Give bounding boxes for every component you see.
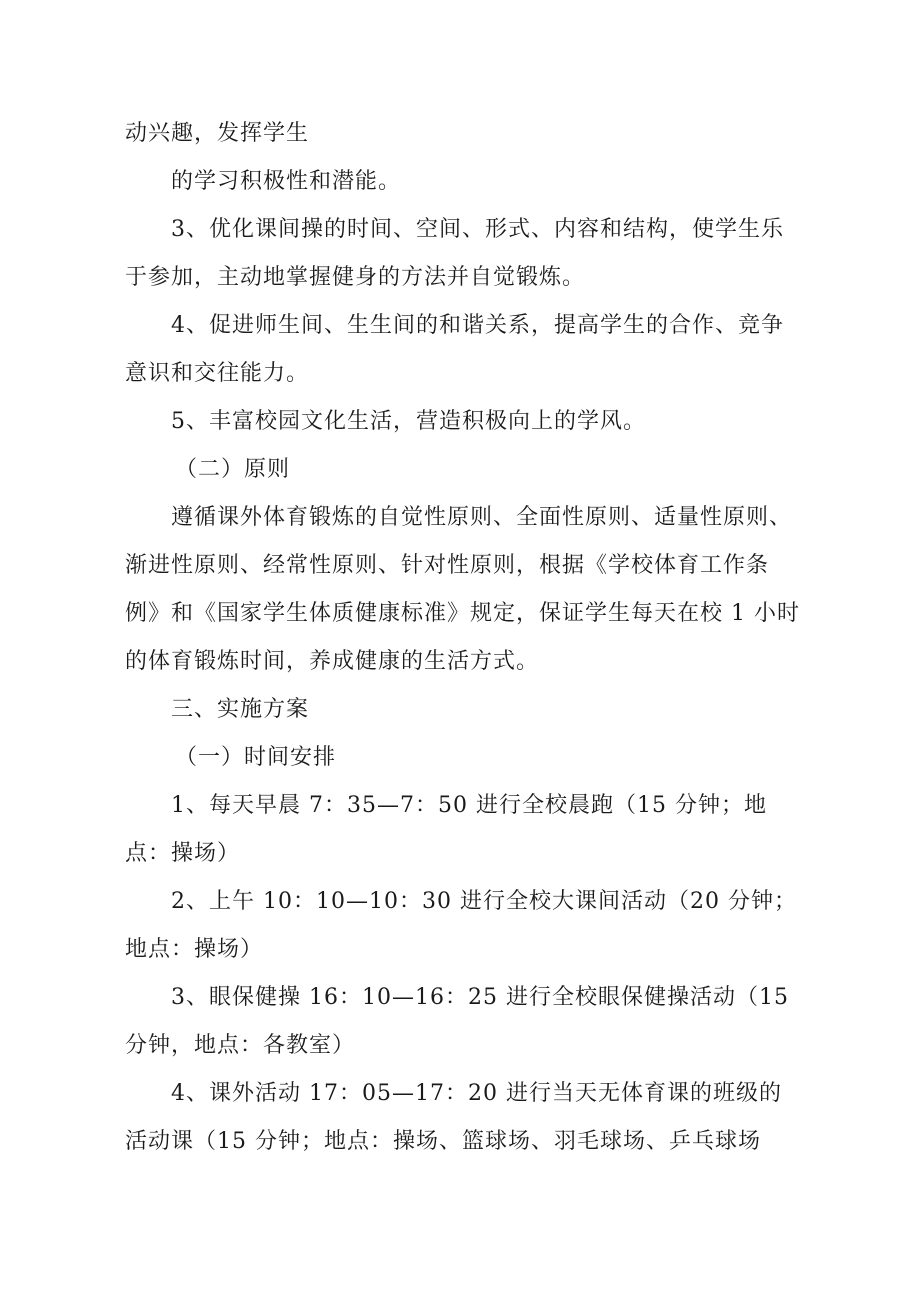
paragraph-item-3: 3、优化课间操的时间、空间、形式、内容和结构，使学生乐于参加，主动地掌握健身的方法并自觉锻炼。 (125, 217, 784, 290)
paragraph-item-5: 5、丰富校园文化生活，营造积极向上的学风。 (171, 409, 646, 434)
schedule-item-2: 2、上午 10：10—10：30 进行全校大课间活动（20 分钟；地点：操场） (125, 889, 797, 962)
paragraph-continuation-1: 动兴趣，发挥学生 (125, 121, 310, 146)
paragraph-principles: 遵循课外体育锻炼的自觉性原则、全面性原则、适量性原则、渐进性原则、经常性原则、针对性原则，根据《学校体育工作条例》和《国家学生体质健康标准》规定，保证学生每天在校 1 小时的体育锻炼时间，养成健康的生活方式。 (125, 505, 800, 674)
section-heading-principles: （二）原则 (175, 457, 291, 482)
schedule-item-3: 3、眼保健操 16：10—16：25 进行全校眼保健操活动（15 分钟，地点：各教室） (125, 985, 789, 1058)
paragraph-continuation-2: 的学习积极性和潜能。 (171, 169, 402, 194)
section-heading-implementation: 三、实施方案 (171, 697, 310, 722)
schedule-item-1: 1、每天早晨 7：35—7：50 进行全校晨跑（15 分钟；地点：操场） (125, 793, 767, 866)
schedule-item-4: 4、课外活动 17：05—17：20 进行当天无体育课的班级的活动课（15 分钟；地点：操场、篮球场、羽毛球场、乒乓球场 (125, 1081, 782, 1154)
section-heading-schedule: （一）时间安排 (175, 745, 337, 770)
paragraph-item-4: 4、促进师生间、生生间的和谐关系，提高学生的合作、竞争意识和交往能力。 (125, 313, 784, 386)
